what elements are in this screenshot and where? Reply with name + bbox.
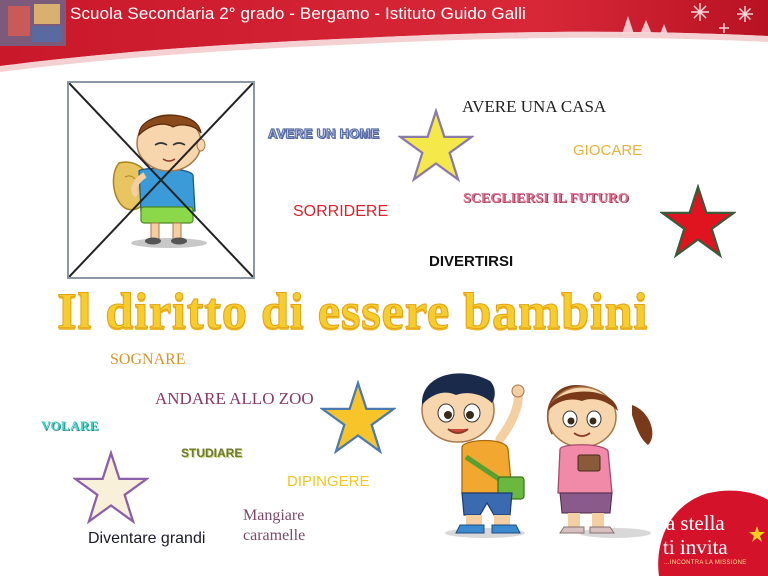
logo-text-line3: ...INCONTRA LA MISSIONE	[664, 560, 747, 566]
word-diventare-grandi: Diventare grandi	[88, 530, 206, 547]
word-divertirsi: DIVERTIRSI	[429, 253, 514, 270]
slide-title: Il diritto di essere bambini	[57, 284, 649, 340]
word-giocare: GIOCARE	[573, 142, 643, 159]
word-mangiare-caramelle: Mangiare caramelle	[243, 507, 306, 544]
corner-photo	[0, 0, 66, 46]
word-andare-allo-zoo: ANDARE ALLO ZOO	[155, 389, 314, 408]
crossed-boy-image	[67, 81, 255, 279]
star-cream-icon	[73, 450, 149, 526]
star-yellow-icon	[398, 108, 474, 184]
star-gold-icon	[320, 380, 396, 456]
word-sognare: SOGNARE	[110, 351, 186, 368]
word-scegliersi-il-futuro: SCEGLIERSI IL FUTURO	[463, 191, 629, 206]
word-dipingere: DIPINGERE	[287, 473, 370, 490]
word-avere-un-home: AVERE UN HOME	[268, 126, 380, 141]
word-studiare: STUDIARE	[181, 446, 243, 460]
logo-text-line2: ti invita	[663, 535, 728, 559]
star-red-icon	[660, 184, 736, 260]
word-avere-una-casa: AVERE UNA CASA	[462, 97, 607, 116]
word-sorridere: SORRIDERE	[293, 203, 389, 220]
word-volare: VOLARE	[41, 418, 99, 433]
logo-text-line1: la stella	[660, 511, 725, 535]
header-title: Scuola Secondaria 2° grado - Bergamo - Istituto Guido Galli	[70, 4, 526, 23]
header-banner	[0, 0, 768, 78]
